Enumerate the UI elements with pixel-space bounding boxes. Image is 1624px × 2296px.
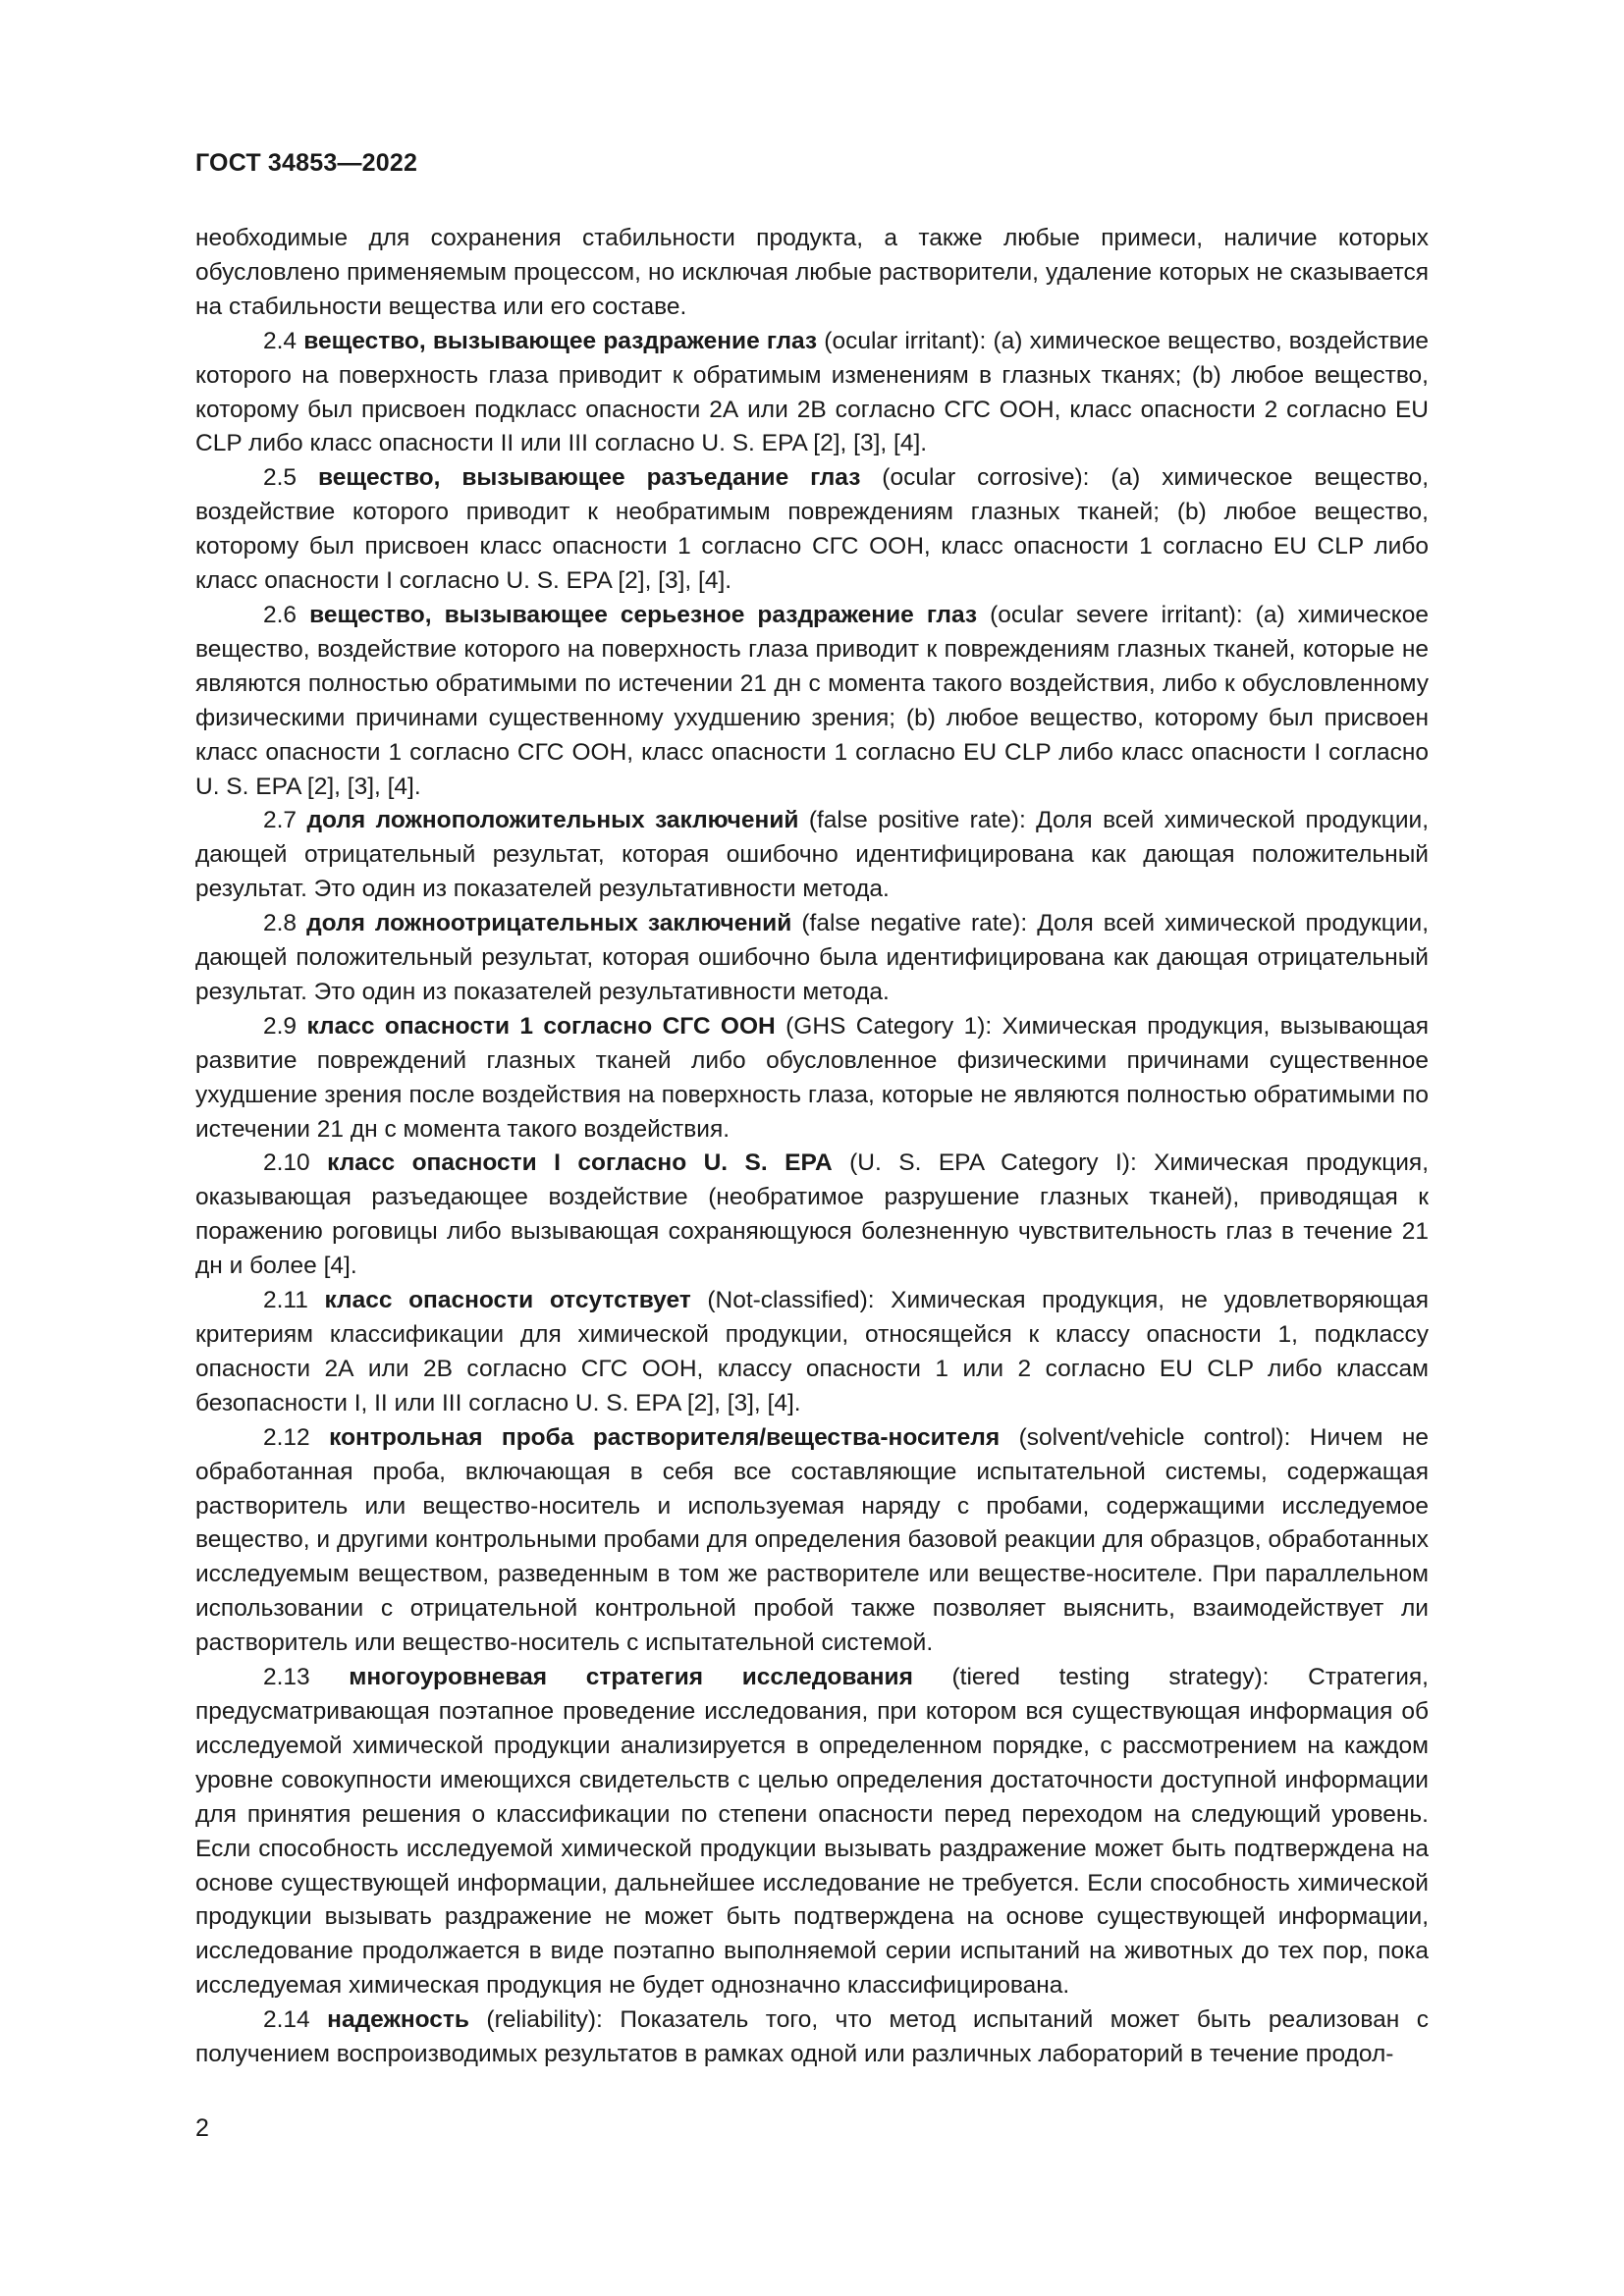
- definition-text: (U. S. EPA Category I): Химическая продукция, оказывающая разъедающее воздействие (необратимое разрушение глазных тканей), приводящая к поражению роговицы либо вызывающая сохраняющуюся болезненную чувствительность глаз в течение 21 дн и более [4].: [195, 1149, 1430, 1280]
- clause-number: 2.8: [263, 910, 298, 937]
- definition-paragraph: [195, 1284, 1429, 1421]
- definition-paragraph: [195, 599, 1429, 804]
- defined-term: контрольная проба растворителя/вещества-носителя: [329, 1423, 1001, 1451]
- definition-text: (false positive rate): Доля всей химической продукции, дающей отрицательный результат, которая ошибочно идентифицирована как дающая положительный результат. Это один из показателей результативности метода.: [195, 807, 1430, 903]
- definition-paragraph: [195, 461, 1429, 599]
- standard-designation: ГОСТ 34853—2022: [195, 149, 418, 177]
- definition-paragraph: [195, 2003, 1429, 2072]
- clause-number: 2.13: [263, 1664, 310, 1691]
- definition-text: (ocular severe irritant): (a) химическое вещество, воздействие которого на поверхность глаза приводит к повреждениям глазных тканей, которые не являются полностью обратимыми по истечении 21 дн с момента такого воздействия, либо к обусловленному физическими причинами существенному ухудшению зрения; (b) любое вещество, которому был присвоен класс опасности 1 согласно СГС ООН, класс опасности 1 согласно EU CLP либо класс опасности I согласно U. S. EPA [2], [3], [4].: [195, 601, 1429, 800]
- clause-number: 2.6: [263, 601, 298, 628]
- defined-term: вещество, вызывающее разъедание глаз: [317, 464, 861, 492]
- clause-number: 2.9: [263, 1012, 298, 1040]
- defined-term: класс опасности 1 согласно СГС ООН: [306, 1012, 776, 1040]
- clause-number: 2.14: [263, 2006, 310, 2034]
- defined-term: вещество, вызывающее раздражение глаз: [303, 327, 818, 354]
- definition-text: (GHS Category 1): Химическая продукция, вызывающая развитие повреждений глазных тканей либо обусловленное физическими причинами существенное ухудшение зрения после воздействия на поверхность глаза, которые не являются полностью обратимыми по истечении 21 дн с момента такого воздействия.: [195, 1012, 1429, 1143]
- clause-number: 2.7: [263, 807, 298, 834]
- defined-term: класс опасности отсутствует: [324, 1287, 691, 1314]
- defined-term: доля ложноотрицательных заключений: [306, 910, 792, 937]
- definition-paragraph: [195, 1010, 1429, 1148]
- definition-text: (ocular irritant): (a) химическое вещество, воздействие которого на поверхность глаза приводит к обратимым изменениям в глазных тканях; (b) любое вещество, которому был присвоен подкласс опасности 2А или 2В согласно СГС ООН, класс опасности 2 согласно EU CLP либо класс опасности II или III согласно U. S. EPA [2], [3], [4].: [195, 327, 1430, 457]
- defined-term: доля ложноположительных заключений: [306, 807, 799, 834]
- definition-paragraph: [195, 1147, 1429, 1284]
- defined-term: вещество, вызывающее серьезное раздражение глаз: [309, 601, 978, 628]
- definition-text: (solvent/vehicle control): Ничем не обработанная проба, включающая в себя все составляющие испытательной системы, содержащая растворитель или вещество-носитель и используемая наряду с пробами, содержащими исследуемое вещество, и другими контрольными пробами для определения базовой реакции для образцов, обработанных исследуемым веществом, разведенным в том же растворителе или веществе-носителе. При параллельном использовании с отрицательной контрольной пробой также позволяет выяснить, взаимодействует ли растворитель или вещество-носитель с испытательной системой.: [195, 1423, 1429, 1657]
- clause-number: 2.12: [263, 1423, 310, 1451]
- continuation-paragraph: необходимые для сохранения стабильности продукта, а также любые примеси, наличие которых обусловлено применяемым процессом, но исключая любые растворители, удаление которых не сказывается на стабильности вещества или его составе.: [195, 225, 1429, 320]
- definition-text: (reliability): Показатель того, что метод испытаний может быть реализован с получением воспроизводимых результатов в рамках одной или различных лабораторий в течение продол-: [195, 2006, 1429, 2068]
- definition-text: (tiered testing strategy): Стратегия, предусматривающая поэтапное проведение исследования, при котором вся существующая информация об исследуемой химической продукции анализируется в определенном порядке, с рассмотрением на каждом уровне совокупности имеющихся свидетельств с целью определения достаточности доступной информации для принятия решения о классификации по степени опасности перед переходом на следующий уровень. Если способность исследуемой химической продукции вызывать раздражение может быть подтверждена на основе существующей информации, дальнейшее исследование не требуется. Если способность химической продукции вызывать раздражение не может быть подтверждена на основе существующей информации, исследование продолжается в виде поэтапно выполняемой серии испытаний на животных до тех пор, пока исследуемая химическая продукция не будет однозначно классифицирована.: [195, 1664, 1429, 2000]
- definition-paragraph: [195, 325, 1429, 462]
- definition-text: (ocular corrosive): (a) химическое вещество, воздействие которого приводит к необратимым повреждениям глазных тканей; (b) любое вещество, которому был присвоен класс опасности 1 согласно СГС ООН, класс опасности 1 согласно EU CLP либо класс опасности I согласно U. S. EPA [2], [3], [4].: [195, 464, 1430, 595]
- definition-paragraph: [195, 1661, 1429, 2003]
- defined-term: надежность: [327, 2006, 469, 2034]
- definition-paragraph: [195, 907, 1429, 1010]
- definition-paragraph: [195, 1421, 1429, 1661]
- body-text: [195, 222, 1429, 2072]
- page-number: 2: [195, 2114, 209, 2142]
- definition-paragraph: [195, 804, 1429, 907]
- defined-term: класс опасности I согласно U. S. EPA: [327, 1149, 833, 1177]
- clause-number: 2.4: [263, 327, 298, 354]
- definition-text: (false negative rate): Доля всей химической продукции, дающей положительный результат, которая ошибочно была идентифицирована как дающая отрицательный результат. Это один из показателей результативности метода.: [195, 910, 1429, 1005]
- clause-number: 2.11: [263, 1287, 308, 1314]
- clause-number: 2.5: [263, 464, 298, 492]
- clause-number: 2.10: [263, 1149, 310, 1177]
- definition-text: (Not-classified): Химическая продукция, не удовлетворяющая критериям классификации для химической продукции, относящейся к классу опасности 1, подклассу опасности 2А или 2В согласно СГС ООН, классу опасности 1 или 2 согласно EU CLP либо классам безопасности I, II или III согласно U. S. EPA [2], [3], [4].: [195, 1287, 1430, 1416]
- defined-term: многоуровневая стратегия исследования: [349, 1664, 913, 1691]
